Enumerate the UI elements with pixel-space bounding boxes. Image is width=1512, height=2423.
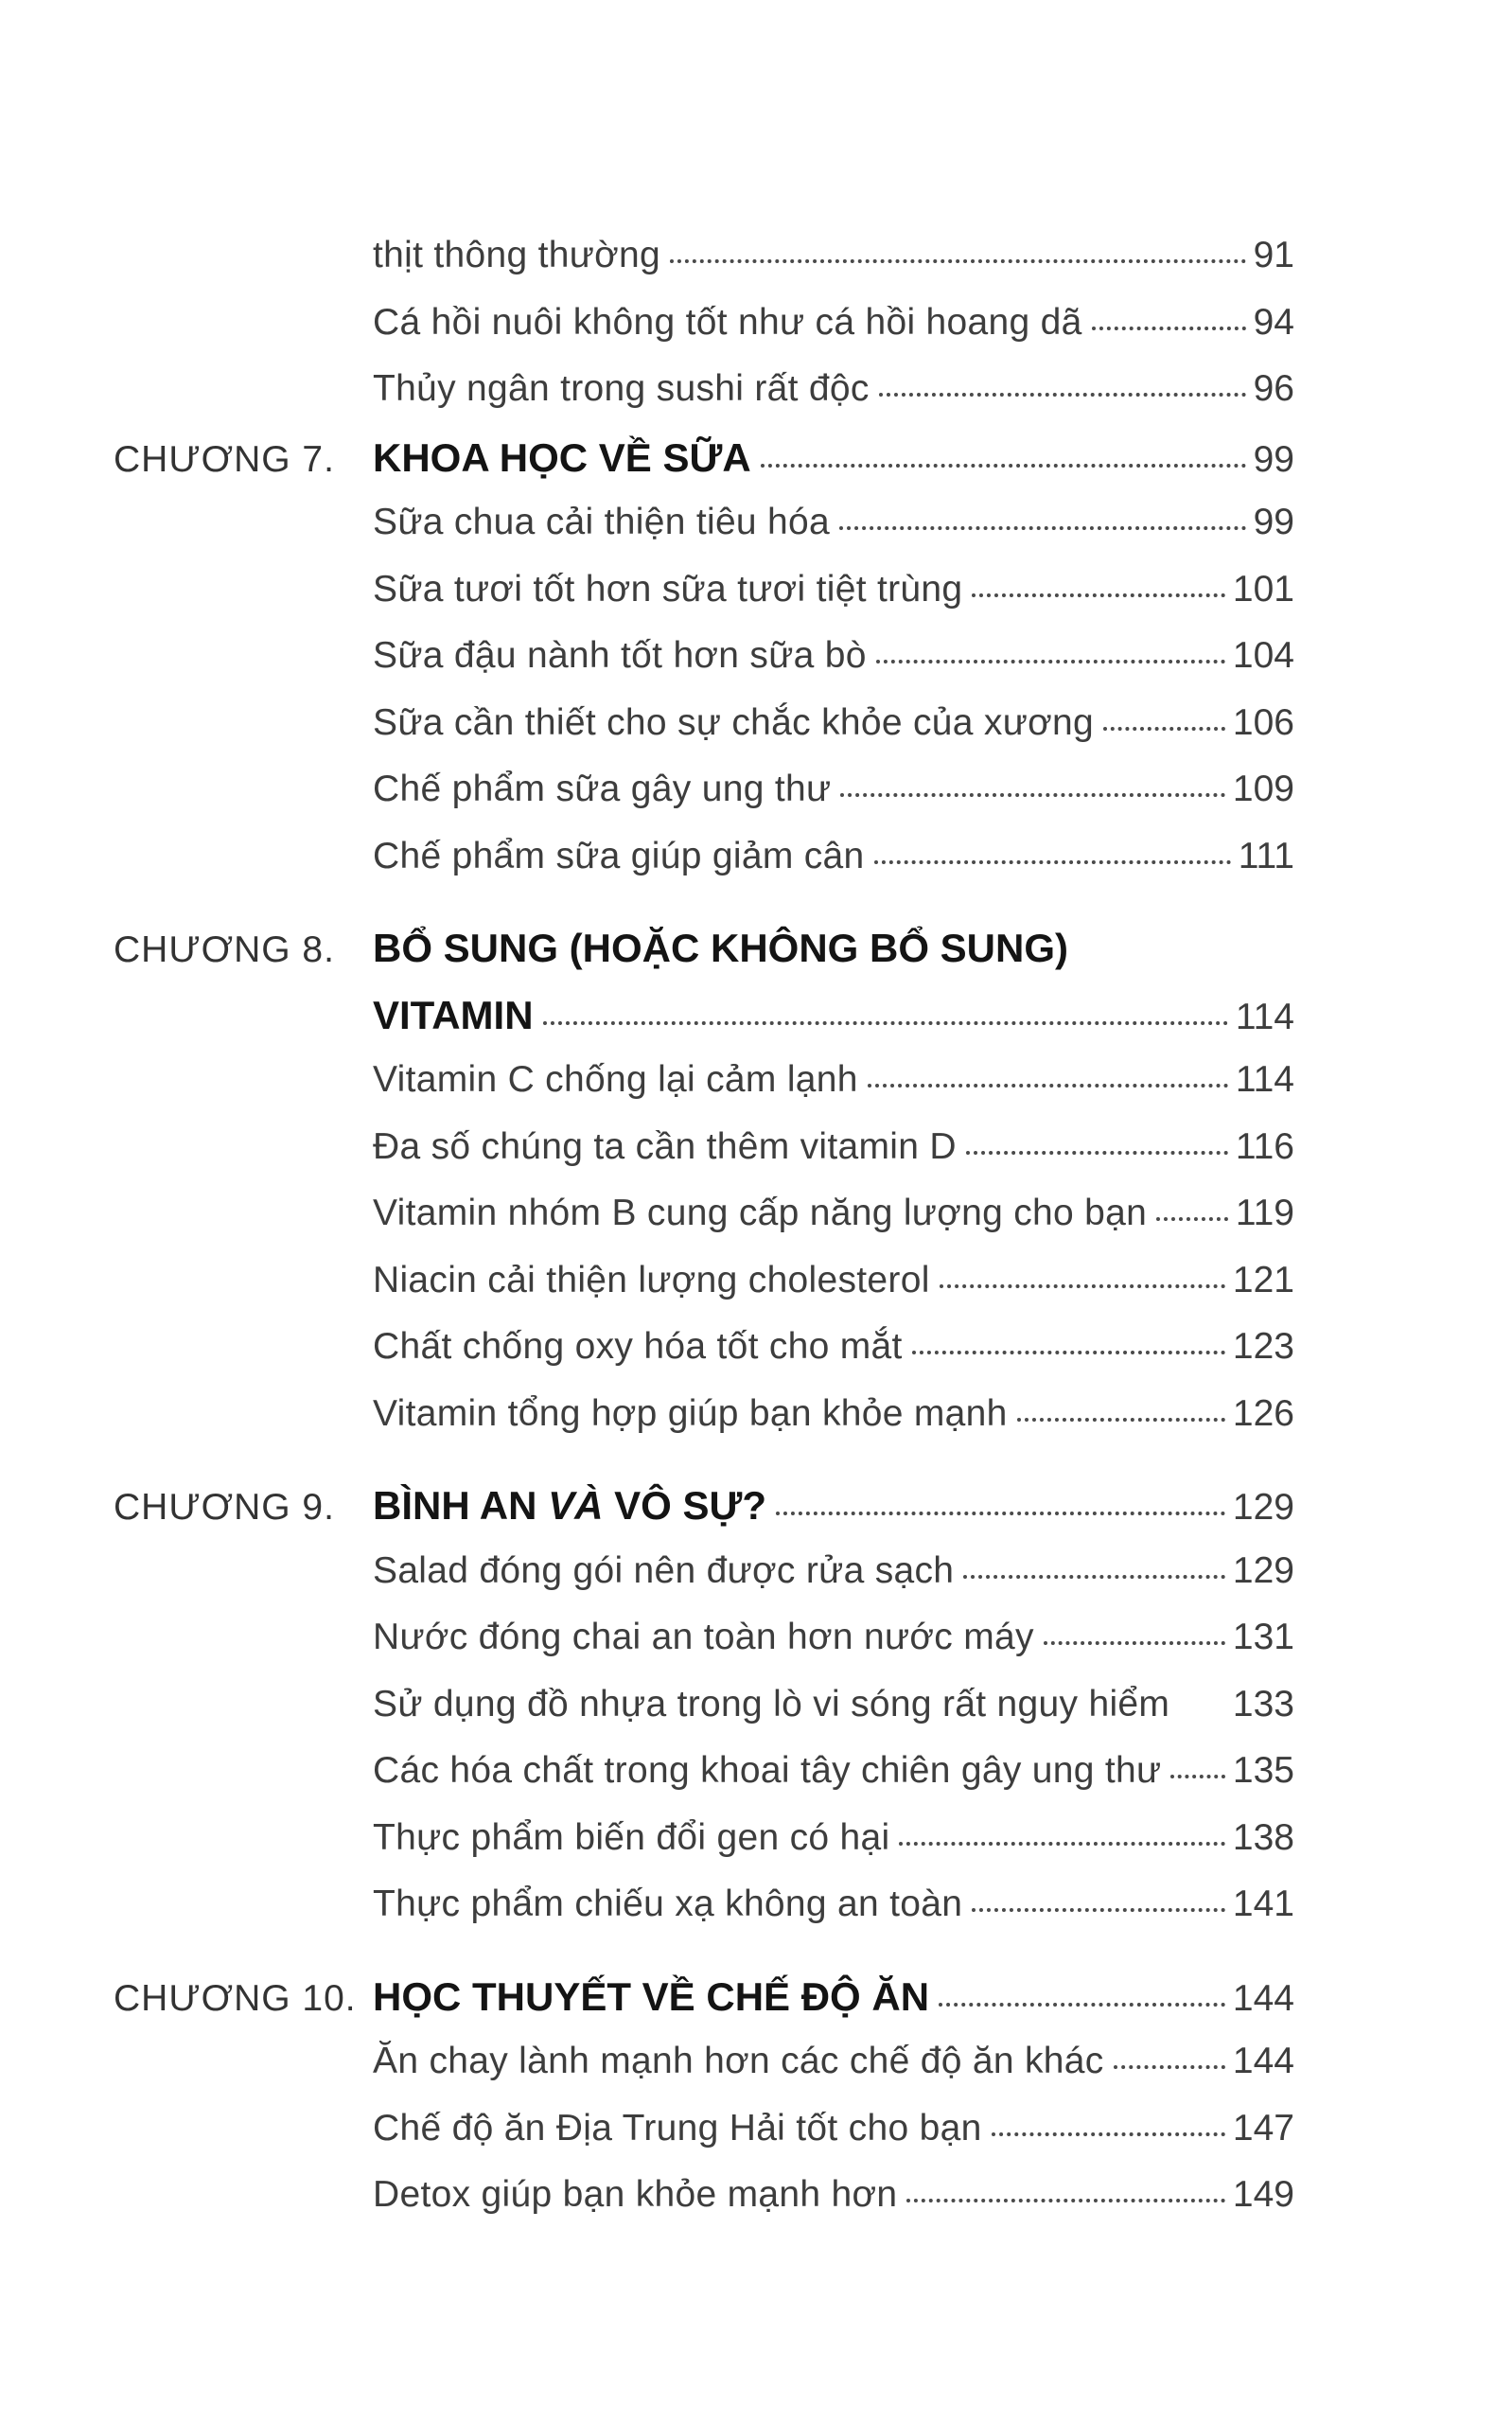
entry-title: Niacin cải thiện lượng cholesterol	[373, 1259, 930, 1300]
toc-row	[114, 435, 1294, 503]
entry-title: Sữa đậu nành tốt hơn sữa bò	[373, 635, 867, 676]
page-number: 94	[1253, 301, 1294, 343]
toc-row	[114, 502, 1294, 569]
dot-leader	[963, 1575, 1225, 1579]
toc-row	[114, 635, 1294, 702]
chapter-title-italic-segment: VÀ	[548, 1483, 604, 1528]
chapter-title: KHOA HỌC VỀ SỮA	[373, 434, 751, 480]
page-number: 144	[1232, 2041, 1294, 2081]
chapter-title: HỌC THUYẾT VỀ CHẾ ĐỘ ĂN	[373, 1973, 930, 2019]
chapter-label: CHƯƠNG 9.	[114, 1487, 335, 1528]
dot-leader	[874, 860, 1231, 864]
entry-title: Thủy ngân trong sushi rất độc	[373, 368, 870, 409]
dot-leader	[992, 2132, 1225, 2136]
page-number: 96	[1253, 368, 1294, 409]
page-number: 126	[1232, 1392, 1294, 1434]
toc-row	[114, 1126, 1294, 1194]
toc-row	[114, 1260, 1294, 1327]
toc-row	[114, 702, 1294, 769]
entry-title: Sử dụng đồ nhựa trong lò vi sóng rất nguy hiểm	[373, 1683, 1170, 1724]
dot-leader	[899, 1842, 1224, 1846]
toc-row	[114, 1393, 1294, 1460]
dot-leader	[912, 1351, 1225, 1354]
entry-title: Sữa cần thiết cho sự chắc khỏe của xương	[373, 701, 1094, 743]
toc-row	[114, 1817, 1294, 1884]
dot-leader	[1114, 2065, 1225, 2069]
page-number: 138	[1232, 1816, 1294, 1858]
page-number: 116	[1235, 1125, 1294, 1167]
page-number: 91	[1253, 235, 1294, 275]
dot-leader	[879, 393, 1246, 397]
dot-leader	[543, 1021, 1228, 1025]
chapter-label: CHƯƠNG 10.	[114, 1977, 357, 2019]
page-number: 114	[1235, 996, 1294, 1037]
dot-leader	[1103, 727, 1225, 731]
chapter-title: VITAMIN	[373, 992, 534, 1037]
dot-leader	[1170, 1775, 1224, 1778]
toc-row	[114, 2041, 1294, 2108]
toc-row	[114, 1974, 1294, 2042]
page-number: 147	[1232, 2107, 1294, 2149]
page-number: 131	[1232, 1617, 1294, 1657]
toc-row	[114, 1750, 1294, 1817]
toc-row	[114, 368, 1294, 435]
toc-row	[114, 1483, 1294, 1550]
toc-row	[114, 769, 1294, 836]
page-number: 101	[1232, 568, 1294, 610]
dot-leader	[840, 793, 1225, 797]
page-number: 99	[1253, 502, 1294, 542]
entry-title: Chất chống oxy hóa tốt cho mắt	[373, 1326, 903, 1367]
entry-title: Chế độ ăn Địa Trung Hải tốt cho bạn	[373, 2107, 982, 2149]
toc-row	[114, 569, 1294, 636]
entry-title: Các hóa chất trong khoai tây chiên gây ung thư	[373, 1750, 1162, 1791]
toc-row	[114, 1193, 1294, 1260]
entry-title: Vitamin nhóm B cung cấp năng lượng cho bạn	[373, 1193, 1148, 1233]
entry-title: Ăn chay lành mạnh hơn các chế độ ăn khác	[373, 2041, 1104, 2081]
chapter-title-segment: VÔ SỰ?	[603, 1483, 767, 1528]
entry-title: Sữa chua cải thiện tiêu hóa	[373, 502, 831, 542]
page-number: 123	[1232, 1326, 1294, 1367]
chapter-title-segment: BÌNH AN	[373, 1483, 549, 1528]
entry-title: Thực phẩm biến đổi gen có hại	[373, 1816, 890, 1858]
chapter-title	[373, 1483, 766, 1529]
page-number: 111	[1238, 835, 1294, 876]
toc-row	[114, 302, 1294, 369]
entry-title: Nước đóng chai an toàn hơn nước máy	[373, 1617, 1034, 1657]
dot-leader	[868, 1084, 1228, 1088]
dot-leader	[1044, 1641, 1225, 1645]
dot-leader	[1017, 1418, 1225, 1422]
chapter-label: CHƯƠNG 8.	[114, 929, 335, 970]
toc-row	[114, 2174, 1294, 2241]
entry-title: Chế phẩm sữa gây ung thư	[373, 769, 832, 809]
page-number: 121	[1232, 1259, 1294, 1300]
dot-leader	[972, 593, 1225, 597]
page-number: 133	[1232, 1683, 1294, 1724]
page-number: 109	[1232, 769, 1294, 809]
entry-title: Sữa tươi tốt hơn sữa tươi tiệt trùng	[373, 568, 963, 610]
page-number: 99	[1253, 438, 1294, 480]
dot-leader	[966, 1151, 1228, 1155]
page-number: 106	[1232, 701, 1294, 743]
dot-leader	[776, 1512, 1225, 1515]
entry-title: thịt thông thường	[373, 235, 660, 275]
toc-row	[114, 1550, 1294, 1618]
dot-leader	[940, 1284, 1225, 1288]
toc-row	[114, 1617, 1294, 1684]
chapter-label: CHƯƠNG 7.	[114, 438, 335, 480]
dot-leader	[1092, 327, 1246, 330]
page-number: 119	[1235, 1193, 1294, 1233]
dot-leader	[839, 526, 1246, 530]
dot-leader	[972, 1908, 1225, 1912]
chapter-title: BỔ SUNG (HOẶC KHÔNG BỔ SUNG)	[373, 926, 1068, 970]
dot-leader	[906, 2199, 1225, 2202]
toc-row	[114, 926, 1294, 993]
dot-leader	[761, 464, 1246, 468]
entry-title: Chế phẩm sữa giúp giảm cân	[373, 835, 865, 876]
page-number: 149	[1232, 2174, 1294, 2215]
dot-leader	[876, 660, 1225, 663]
entry-title: Salad đóng gói nên được rửa sạch	[373, 1549, 955, 1591]
entry-title: Detox giúp bạn khỏe mạnh hơn	[373, 2174, 898, 2215]
toc-list	[114, 235, 1294, 2241]
entry-title: Vitamin tổng hợp giúp bạn khỏe mạnh	[373, 1392, 1008, 1434]
toc-row	[114, 2108, 1294, 2175]
page-number: 129	[1232, 1487, 1294, 1528]
page-number: 144	[1232, 1977, 1294, 2019]
toc-row	[114, 1059, 1294, 1126]
toc-row	[114, 836, 1294, 903]
toc-row	[114, 993, 1294, 1060]
entry-title: Thực phẩm chiếu xạ không an toàn	[373, 1884, 963, 1924]
page-number: 104	[1232, 635, 1294, 676]
page-number: 135	[1232, 1750, 1294, 1791]
entry-title: Đa số chúng ta cần thêm vitamin D	[373, 1125, 957, 1167]
toc-row	[114, 1326, 1294, 1393]
dot-leader	[670, 259, 1246, 263]
entry-title: Cá hồi nuôi không tốt như cá hồi hoang dã	[373, 301, 1082, 343]
dot-leader	[1156, 1217, 1228, 1221]
page-number: 114	[1235, 1059, 1294, 1100]
toc-row	[114, 1684, 1294, 1751]
page-number: 129	[1232, 1549, 1294, 1591]
dot-leader	[939, 2003, 1225, 2007]
toc-row	[114, 1884, 1294, 1951]
toc-row	[114, 235, 1294, 302]
page-number: 141	[1232, 1884, 1294, 1924]
entry-title: Vitamin C chống lại cảm lạnh	[373, 1059, 858, 1100]
